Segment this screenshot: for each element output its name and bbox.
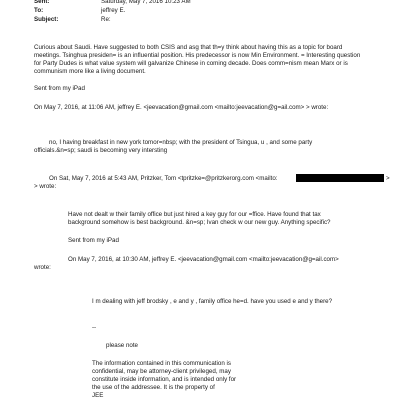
body-line: communism more like a living document. bbox=[34, 68, 146, 75]
quote-line: no, I having breakfast in new york tomor=nbsp; with the president of Tsingua, u , and some party bbox=[49, 139, 313, 146]
disclaimer-line: confidential, may be attorney-client privileged, may bbox=[92, 368, 231, 375]
sent-label: Sent: bbox=[34, 0, 50, 5]
redaction-bar bbox=[296, 174, 384, 182]
quote-header: On May 7, 2016, at 11:06 AM, jeffrey E. <jeevacation@gmail.com <mailto:jeevacation@g=ail.com> > wrote: bbox=[34, 104, 329, 111]
disclaimer-line: The information contained in this communication is bbox=[92, 360, 231, 367]
sent-from-ipad: Sent from my iPad bbox=[68, 237, 119, 244]
please-note: please note bbox=[106, 342, 138, 349]
to-value: jeffrey E. bbox=[101, 7, 126, 14]
quote-wrote: > wrote: bbox=[34, 183, 57, 190]
quote-line: officials.&n=sp; saudi is becoming very intersting bbox=[34, 147, 168, 154]
disclaimer-line: constitute inside information, and is intended only for bbox=[92, 376, 237, 383]
subject-label: Subject: bbox=[34, 16, 59, 23]
quote-header-end: > bbox=[386, 175, 390, 182]
sent-value: Saturday, May 7, 2016 10:23 AM bbox=[101, 0, 191, 5]
quote-header: On May 7, 2016, at 10:30 AM, jeffrey E. <jeevacation@gmail.com <mailto:jeevacation@g=ail.com> bbox=[68, 256, 339, 263]
to-label: To: bbox=[34, 7, 44, 14]
disclaimer-line: JEE bbox=[92, 392, 104, 399]
signature-separator: -- bbox=[92, 324, 97, 331]
quote-header: On Sat, May 7, 2016 at 5:43 AM, Pritzker, Tom <tpritzke=@pritzkerorg.com <mailto: bbox=[49, 175, 278, 182]
quote-line: background somehow is best background. &n=sp; Ivan check w our new guy. Anything specific? bbox=[68, 219, 331, 226]
body-line: for Party Dudes is what value system will galvanize Chinese in coming decade. Does comm=nism mean Marx or is bbox=[34, 60, 348, 67]
sent-from-ipad: Sent from my iPad bbox=[34, 85, 85, 92]
body-line: meetings. Tsinghua presiden= is an influential position. His predecessor is now Min Environment. = Interesting question bbox=[34, 52, 361, 59]
quote-wrote: wrote: bbox=[34, 264, 51, 271]
quote-line: I m dealing with jeff brodsky , e and y , family office he=d. have you used e and y there? bbox=[92, 298, 333, 305]
body-line: Curious about Saudi. Have suggested to both CSIS and asg that th=y think about having this as a topic for board bbox=[34, 44, 343, 51]
subject-value: Re: bbox=[101, 16, 111, 23]
quote-line: Have not dealt w their family office but just hired a key guy for our =ffice. Have found that tax bbox=[68, 211, 321, 218]
disclaimer-line: the use of the addressee. It is the property of bbox=[92, 384, 215, 391]
